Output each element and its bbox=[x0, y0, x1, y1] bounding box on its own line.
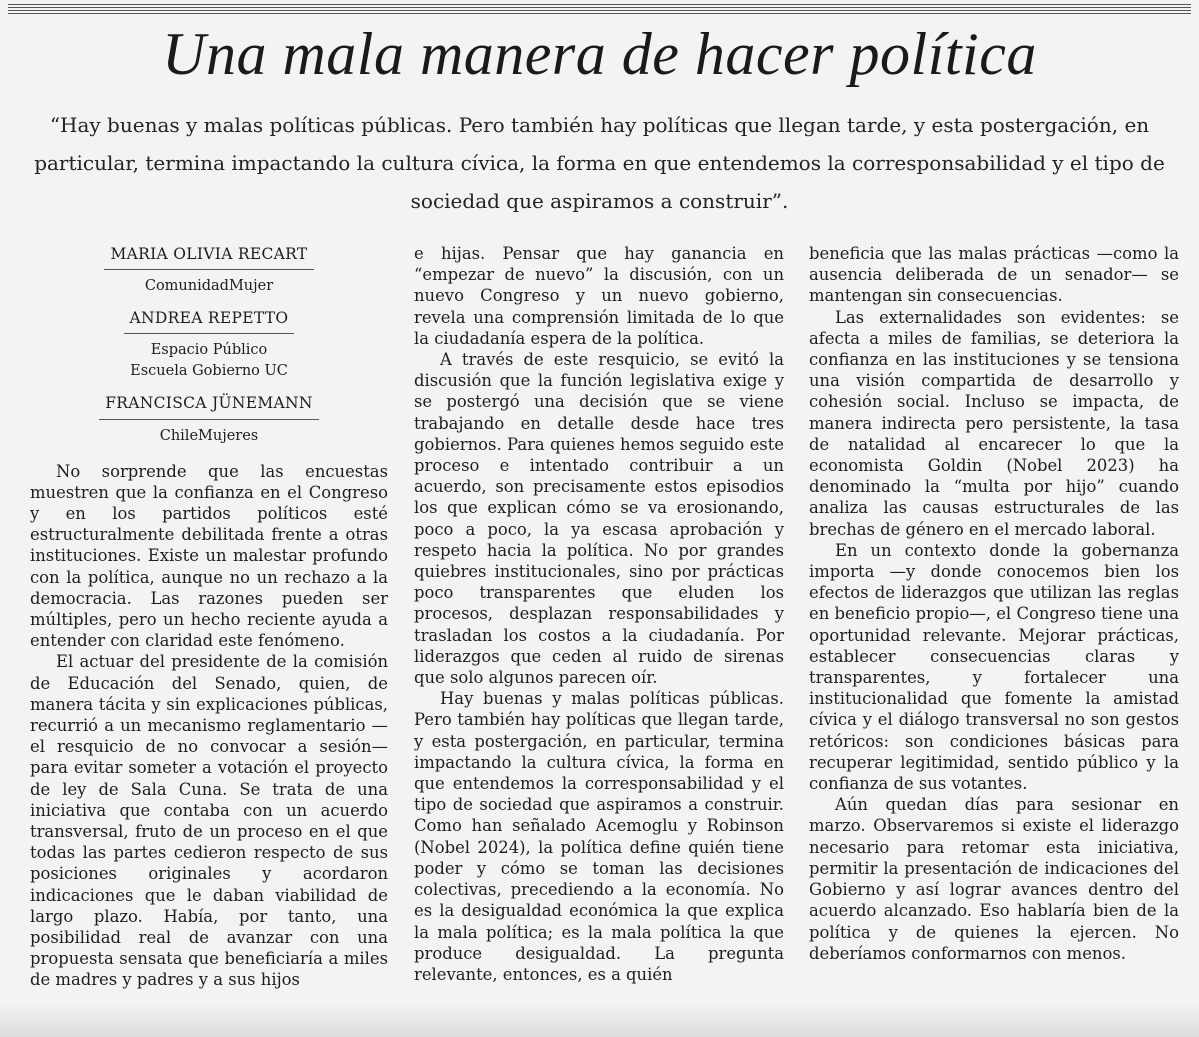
column-1 bbox=[30, 243, 388, 991]
body-paragraph: En un contexto donde la gobernanza importa —y donde conocemos bien los efectos de liderazgos que utilizan las reglas en beneficio propio—, el Congreso tiene una oportunidad relevante. Mejorar prácticas, establecer consecuencias claras y transparentes, y fortalecer una institucionalidad que fomente la amistad cívica y el diálogo transversal no son gestos retóricos: son condiciones básicas para recuperar legitimidad, sentido público y la confianza de sus votantes. bbox=[809, 540, 1179, 794]
author-block bbox=[30, 392, 388, 446]
body-paragraph: Hay buenas y malas políticas públicas. Pero también hay políticas que llegan tarde, y esta postergación, en particular, termina impactando la cultura cívica, la forma en que entendemos la corresponsabilidad y el tipo de sociedad que aspiramos a construir. Como han señalado Acemoglu y Robinson (Nobel 2024), la política define quién tiene poder y cómo se toman las decisiones colectivas, precediendo a la economía. No es la desigualdad económica la que explica la mala política; es la mala política la que produce desigualdad. La pregunta relevante, entonces, es a quién bbox=[414, 689, 784, 984]
column-2 bbox=[414, 243, 784, 985]
body-paragraph: e hijas. Pensar que hay ganancia en “empezar de nuevo” la discusión, con un nuevo Congreso y un nuevo gobierno, revela una comprensión limitada de lo que la ciudadanía espera de la política. bbox=[414, 244, 784, 348]
author-name: FRANCISCA JÜNEMANN bbox=[99, 393, 319, 419]
body-paragraph: Aún quedan días para sesionar en marzo. Observaremos si existe el liderazgo necesario para retomar esta iniciativa, permitir la presentación de indicaciones del Gobierno y así lograr avances dentro del acuerdo alcanzado. Eso hablaría bien de la política y de quienes la ejercen. No deberíamos conformarnos con menos. bbox=[809, 795, 1179, 963]
author-block bbox=[30, 243, 388, 297]
byline bbox=[30, 243, 388, 447]
top-rule bbox=[8, 4, 1191, 16]
author-affiliation: ChileMujeres bbox=[159, 427, 259, 444]
pull-quote: “Hay buenas y malas políticas públicas. Pero también hay políticas que llegan tarde, y esta postergación, en particular, termina impactando la cultura cívica, la forma en que entendemos la corresponsabilidad y el tipo de sociedad que aspiramos a construir”. bbox=[34, 113, 1165, 213]
column-3 bbox=[809, 243, 1179, 964]
author-name: ANDREA REPETTO bbox=[124, 308, 295, 334]
page-bottom-shadow bbox=[0, 1003, 1199, 1037]
headline: Una mala manera de hacer política bbox=[162, 21, 1037, 87]
author-name: MARIA OLIVIA RECART bbox=[104, 244, 313, 270]
author-affiliation: ComunidadMujer bbox=[144, 278, 274, 295]
body-paragraph: El actuar del presidente de la comisión de Educación del Senado, quien, de manera tácita y sin explicaciones públicas, recurrió a un mecanismo reglamentario —el resquicio de no convocar a sesión— para evitar someter a votación el proyecto de ley de Sala Cuna. Se trata de una iniciativa que contaba con un acuerdo transversal, fruto de un proceso en el que todas las partes cedieron respecto de sus posiciones originales y acordaron indicaciones que le daban viabilidad de largo plazo. Había, por tanto, una posibilidad real de avanzar con una propuesta sensata que beneficiaría a miles de madres y padres y a sus hijos bbox=[30, 652, 388, 990]
body-paragraph: A través de este resquicio, se evitó la discusión que la función legislativa exige y se postergó una decisión que se viene trabajando en detalle desde hace tres gobiernos. Para quienes hemos seguido este proceso e intentado contribuir a un acuerdo, son precisamente estos episodios los que explican cómo se va erosionando, poco a poco, la ya escasa aprobación y respeto hacia la política. No por grandes quiebres institucionales, sino por prácticas poco transparentes que eluden los procesos, desplazan responsabilidades y trasladan los costos a la ciudadanía. Por liderazgos que ceden al ruido de sirenas que solo algunos parecen oír. bbox=[414, 350, 784, 688]
body-paragraph: Las externalidades son evidentes: se afecta a miles de familias, se deteriora la confianza en las instituciones y se tensiona una visión compartida de desarrollo y cohesión social. Incluso se impacta, de manera indirecta pero persistente, la tasa de natalidad al encarecer lo que la economista Goldin (Nobel 2023) ha denominado la “multa por hijo” cuando analiza las causas estructurales de las brechas de género en el mercado laboral. bbox=[809, 307, 1179, 539]
body-paragraph: No sorprende que las encuestas muestren que la confianza en el Congreso y en los partidos políticos esté estructuralmente debilitada frente a otras instituciones. Existe un malestar profundo con la política, aunque no un rechazo a la democracia. Las razones pueden ser múltiples, pero un hecho reciente ayuda a entender con claridad este fenómeno. bbox=[30, 461, 388, 651]
author-affiliation: Espacio Público bbox=[150, 342, 268, 359]
author-block bbox=[30, 307, 388, 382]
author-affiliation: Escuela Gobierno UC bbox=[130, 363, 288, 380]
body-paragraph: beneficia que las malas prácticas —como la ausencia deliberada de un senador— se mantengan sin consecuencias. bbox=[809, 244, 1179, 306]
